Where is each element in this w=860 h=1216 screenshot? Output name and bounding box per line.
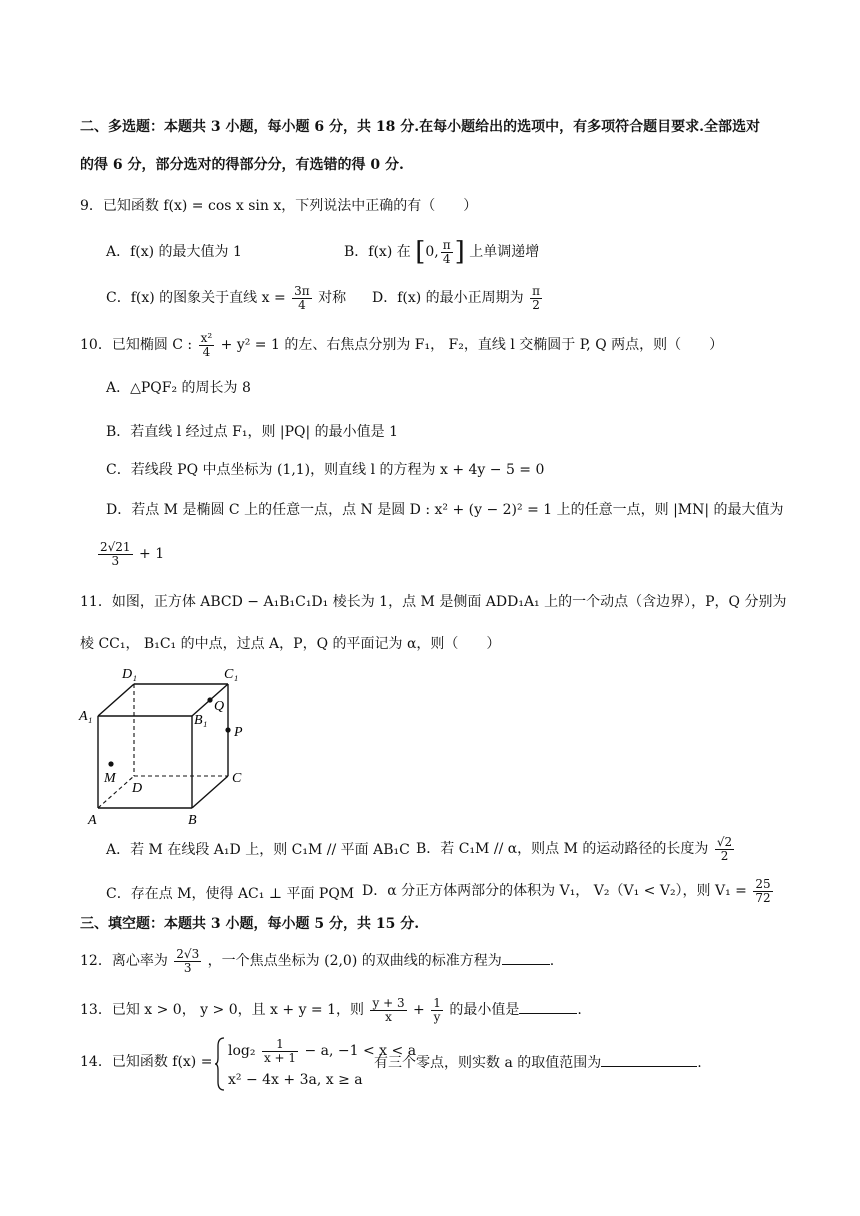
point-q: [207, 697, 212, 702]
question-11-stem: 11．如图，正方体 ABCD − A₁B₁C₁D₁ 棱长为 1，点 M 是侧面 ADD₁A₁ 上的一个动点（含边界），P，Q 分别为: [80, 594, 787, 610]
label-q: Q: [214, 699, 225, 714]
edge-a1-d1: [98, 684, 134, 716]
section-heading-multiple-choice: 二、多选题：本题共 3 小题，每小题 6 分，共 18 分.在每小题给出的选项中，有多项符合题目要求.全部选对: [80, 119, 760, 135]
question-14-case-2: x² − 4x + 3a, x ≥ a: [228, 1072, 363, 1088]
question-14-case-1: log₂ $\frac{1}{x + 1}$ − a, −1 < x < a: [228, 1036, 417, 1065]
question-9-option-d: D．f(x) 的最小正周期为 $\frac{\pi}{2}$: [372, 283, 541, 312]
label-c: C: [232, 771, 242, 786]
answer-blank-14[interactable]: [601, 1052, 697, 1067]
cube-diagram: [76, 662, 256, 828]
question-10-option-d: D．若点 M 是椭圆 C 上的任意一点，点 N 是圆 D : x² + (y − 2)² = 1 上的任意一点，则 |MN| 的最大值为: [106, 502, 784, 518]
question-10-option-c: C．若线段 PQ 中点坐标为 (1,1)，则直线 l 的方程为 x + 4y − 5 = 0: [106, 462, 545, 478]
piecewise-brace-icon: [214, 1036, 226, 1092]
question-11-option-d: D．α 分正方体两部分的体积为 V₁， V₂（V₁ < V₂），则 V₁ = $\frac{25}{72}$: [362, 876, 771, 905]
question-14-post: 有三个零点，则实数 a 的取值范围为 .: [374, 1052, 702, 1073]
label-d1: D₁: [122, 667, 137, 682]
label-p: P: [234, 725, 243, 740]
label-b1: B₁: [194, 713, 208, 728]
question-9-stem: 9．已知函数 f(x) = cos x sin x，下列说法中正确的有（ ）: [80, 198, 478, 214]
question-14-pre: 14．已知函数 f(x) =: [80, 1054, 213, 1070]
question-11-option-c: C．存在点 M，使得 AC₁ ⊥ 平面 PQM: [106, 886, 355, 902]
question-9-option-a: A．f(x) 的最大值为 1: [106, 244, 242, 260]
question-10-option-d-answer: $\frac{2√21}{3}$ + 1: [100, 539, 165, 568]
question-12: 12．离心率为 $\frac{2√3}{3}$ ，一个焦点坐标为 (2,0) 的双曲线的标准方程为 .: [80, 946, 555, 975]
label-b: B: [188, 813, 197, 828]
question-10-option-b: B．若直线 l 经过点 F₁，则 |PQ| 的最小值是 1: [106, 424, 399, 440]
question-11-option-a: A．若 M 在线段 A₁D 上，则 C₁M // 平面 AB₁C: [106, 842, 410, 858]
section-heading-fill-in: 三、填空题：本题共 3 小题，每小题 5 分，共 15 分.: [80, 916, 420, 932]
question-11-option-b: B．若 C₁M // α，则点 M 的运动路径的长度为 $\frac{√2}{2}$: [416, 834, 733, 863]
point-p: [225, 727, 230, 732]
answer-blank-12[interactable]: [502, 950, 550, 965]
answer-blank-13[interactable]: [519, 999, 577, 1014]
question-11-stem-cont: 棱 CC₁， B₁C₁ 的中点，过点 A，P，Q 的平面记为 α，则（ ）: [80, 636, 501, 652]
question-9-option-c: C．f(x) 的图象关于直线 x = $\frac{3\pi}{4}$ 对称: [106, 283, 347, 312]
question-10-option-a: A．△PQF₂ 的周长为 8: [106, 380, 251, 396]
label-a1: A₁: [79, 709, 93, 724]
question-9-option-b: B．f(x) 在 [0, $\frac{\pi}{4}$ ] 上单调递增: [344, 237, 540, 267]
point-m: [108, 761, 113, 766]
label-m: M: [104, 771, 116, 786]
label-d: D: [132, 781, 143, 796]
edge-b-c: [192, 776, 228, 808]
question-10-stem: 10．已知椭圆 C : $\frac{\text{x²}}{4}$ + y² = 1 的左、右焦点分别为 F₁， F₂，直线 l 交椭圆于 P, Q 两点，则（ ）: [80, 330, 724, 359]
section-heading-multiple-choice-cont: 的得 6 分，部分选对的得部分分，有选错的得 0 分.: [80, 157, 404, 173]
label-c1: C₁: [224, 667, 239, 682]
question-13: 13．已知 x > 0， y > 0，且 x + y = 1，则 $\frac{y + 3}{x}$ + $\frac{1}{y}$ 的最小值是 .: [80, 995, 582, 1024]
label-a: A: [88, 813, 97, 828]
